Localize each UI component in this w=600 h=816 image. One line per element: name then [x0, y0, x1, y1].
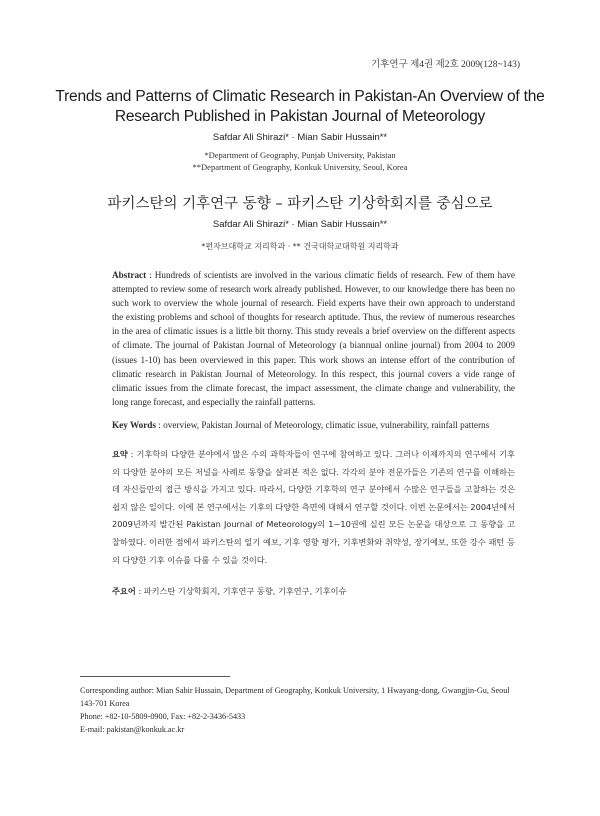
summary-korean-label: 요약 — [112, 449, 128, 459]
authors-english: Safdar Ali Shirazi* · Mian Sabir Hussain** — [212, 132, 388, 143]
summary-korean-text: : 기후학의 다양한 분야에서 많은 수의 과학자들이 연구에 참여하고 있다. 그러나 이제까지의 연구에서 기후의 다양한 분야의 모든 저널을 사례로 동향을 살펴본 적은 없다. 각각의 분야 전문가들은 기존의 연구를 이해하는데 자신들만의 접근 방식을 가지고 있다. 따라서, 다양한 기후학의 연구 분야에서 수많은 연구들을 고찰하는 것은 쉽지 않은 일이다. 이에 본 연구에서는 기후의 다양한 측면에 대해서 연구할 것이다. 이번 논문에서는 2004년에서 2009년까지 발간된 Pakistan Journal of Meteorology의 1~10권에 실린 모든 논문을 대상으로 그 동향을 고찰하였다. 이러한 점에서 파키스탄의 일기 예보, 기후 영향 평가, 기후변화와 취약성, 장기예보, 또한 강수 패턴 등의 다양한 기후 이슈를 다룰 수 있을 것이다. — [112, 449, 515, 565]
abstract-text: : Hundreds of scientists are involved in the various climatic fields of research. Few of them have attempted to review some of research work already published. However, to our knowledge there has been no such work to overview the whole journal of research. Field experts have their own approach to understand the existing problems and school of thoughts for research aptitude. Thus, the review of numerous researches in the area of climatic issues is a little bit thorny. This study reveals a brief overview on the different aspects of climate. The journal of Pakistan Journal of Meteorology (a biannual online journal) from 2004 to 2009 (issues 1-10) has been overviewed in this paper. This work shows an intense effort of the contribution of climatic research in Pakistan Journal of Meteorology. In this respect, this journal covers a vide range of climatic issues from the climate forecast, the impact assessment, the climate change and vulnerability, the long range forecast, and especially the rainfall patterns. — [112, 270, 515, 407]
footnote — [80, 684, 525, 736]
keywords-text: : overview, Pakistan Journal of Meteorology, climatic issue, vulnerability, rainfall patterns — [156, 420, 490, 430]
affiliation-2: **Department of Geography, Konkuk University, Seoul, Korea — [192, 162, 408, 172]
running-head: 기후연구 제4권 제2호 2009(128~143) — [370, 60, 520, 70]
paper-title-korean: 파키스탄의 기후연구 동향 – 파키스탄 기상학회지를 중심으로 — [107, 196, 493, 212]
abstract-label: Abstract — [112, 270, 147, 280]
abstract — [112, 268, 515, 409]
keywords-korean-text: : 파키스탄 기상학회지, 기후연구 동향, 기후연구, 기후이슈 — [135, 586, 347, 596]
keywords-korean — [112, 586, 515, 597]
footnote-divider — [80, 676, 230, 677]
footnote-phone: Phone: +82-10-5809-0900, Fax: +82-2-3436-5433 — [80, 712, 246, 721]
paper-title-english: Trends and Patterns of Climatic Research in Pakistan-An Overview of the Research Published in Pakistan Journal of Meteorology — [55, 88, 545, 125]
keywords-korean-label: 주요어 — [112, 586, 136, 596]
affiliation-korean: *펀자브대학교 지리학과 · ** 건국대학교대학원 지리학과 — [201, 242, 399, 251]
keywords-label: Key Words — [112, 420, 156, 430]
footnote-email: E-mail: pakistan@konkuk.ac.kr — [80, 725, 185, 734]
keywords — [112, 420, 515, 430]
summary-korean — [112, 446, 515, 569]
authors-korean: Safdar Ali Shirazi* · Mian Sabir Hussain** — [212, 219, 388, 230]
footnote-corresponding-author: Corresponding author: Mian Sabir Hussain, Department of Geography, Konkuk University, 1 Hwayang-dong, Gwangjin-Gu, Seoul 143-701 Korea — [80, 686, 510, 708]
affiliation-1: *Department of Geography, Punjab University, Pakistan — [204, 150, 396, 160]
